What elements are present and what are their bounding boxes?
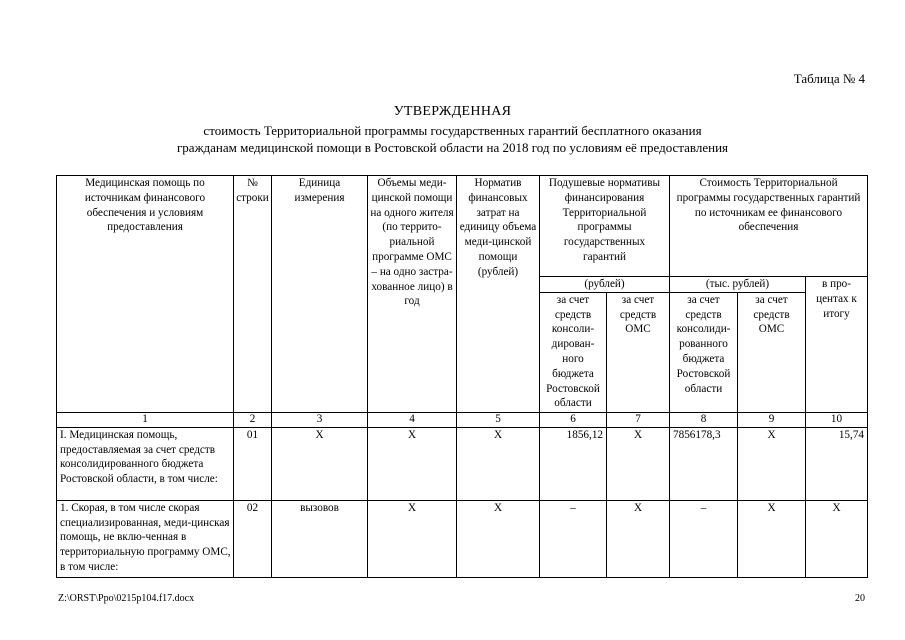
header-per-capita-unit: (рублей)	[540, 277, 670, 293]
column-number: 3	[272, 412, 368, 427]
document-subtitle-line-1: стоимость Территориальной программы государственных гарантий бесплатного оказания	[203, 123, 702, 138]
document-title: УТВЕРЖДЕННАЯ	[393, 104, 512, 119]
header-line-number: № строки	[234, 176, 272, 413]
page-number: 20	[855, 593, 865, 604]
header-care-type: Медицинская помощь по источникам финансового обеспечения и условиям предоставления	[57, 176, 234, 413]
header-unit: Единица измерения	[272, 176, 368, 413]
row-cost-oms: X	[738, 427, 806, 500]
header-norm: Норматив финансовых затрат на единицу объема меди-цинской помощи (рублей)	[457, 176, 540, 413]
row-cost-budget: 7856178,3	[670, 427, 738, 500]
header-cost-oms: за счет средств ОМС	[738, 292, 806, 412]
table-row	[57, 427, 868, 500]
row-name: I. Медицинская помощь, предоставляемая за счет средств консолидированного бюджета Ростовской области, в том числе:	[57, 427, 234, 500]
column-number: 1	[57, 412, 234, 427]
row-cost-oms: X	[738, 500, 806, 577]
header-per-capita-budget: за счет средств консоли-дирован-ного бюджета Ростовской области	[540, 292, 607, 412]
row-per-capita-budget: 1856,12	[540, 427, 607, 500]
header-per-capita-oms: за счет средств ОМС	[607, 292, 670, 412]
row-per-capita-oms: X	[607, 427, 670, 500]
row-norm: X	[457, 427, 540, 500]
row-volume: X	[368, 427, 457, 500]
column-numbers-row	[57, 412, 868, 427]
header-per-capita: Подушевые нормативы финансирования Территориальной программы государственных гарантий	[540, 176, 670, 277]
table-number: Таблица № 4	[793, 71, 865, 86]
row-line-number: 02	[234, 500, 272, 577]
header-volume: Объемы меди-цинской помощи на одного жителя (по террито-риальной программе ОМС – на одно застра-хованное лицо) в год	[368, 176, 457, 413]
row-percent: X	[806, 500, 868, 577]
row-percent: 15,74	[806, 427, 868, 500]
column-number: 5	[457, 412, 540, 427]
header-percent: в про-центах к итогу	[806, 277, 868, 413]
header-cost-budget: за счет средств консолиди-рованного бюджета Ростовской области	[670, 292, 738, 412]
cost-table	[56, 175, 868, 578]
column-number: 9	[738, 412, 806, 427]
row-unit: вызовов	[272, 500, 368, 577]
row-per-capita-oms: X	[607, 500, 670, 577]
column-number: 2	[234, 412, 272, 427]
column-number: 4	[368, 412, 457, 427]
column-number: 6	[540, 412, 607, 427]
row-norm: X	[457, 500, 540, 577]
row-per-capita-budget: –	[540, 500, 607, 577]
row-unit: X	[272, 427, 368, 500]
row-volume: X	[368, 500, 457, 577]
row-name: 1. Скорая, в том числе скорая специализированная, меди-цинская помощь, не вклю-ченная в территориальную программу ОМС, в том числе:	[57, 500, 234, 577]
column-number: 7	[607, 412, 670, 427]
column-number: 8	[670, 412, 738, 427]
row-cost-budget: –	[670, 500, 738, 577]
document-subtitle-line-2: гражданам медицинской помощи в Ростовской области на 2018 год по условиям её предоставления	[176, 140, 729, 155]
row-line-number: 01	[234, 427, 272, 500]
table-row	[57, 500, 868, 577]
header-cost-unit: (тыс. рублей)	[670, 277, 806, 293]
column-number: 10	[806, 412, 868, 427]
header-program-cost: Стоимость Территориальной программы государственных гарантий по источникам ее финансового обеспечения	[670, 176, 868, 277]
footer-file-path: Z:\ORST\Ppo\0215p104.f17.docx	[58, 593, 195, 604]
